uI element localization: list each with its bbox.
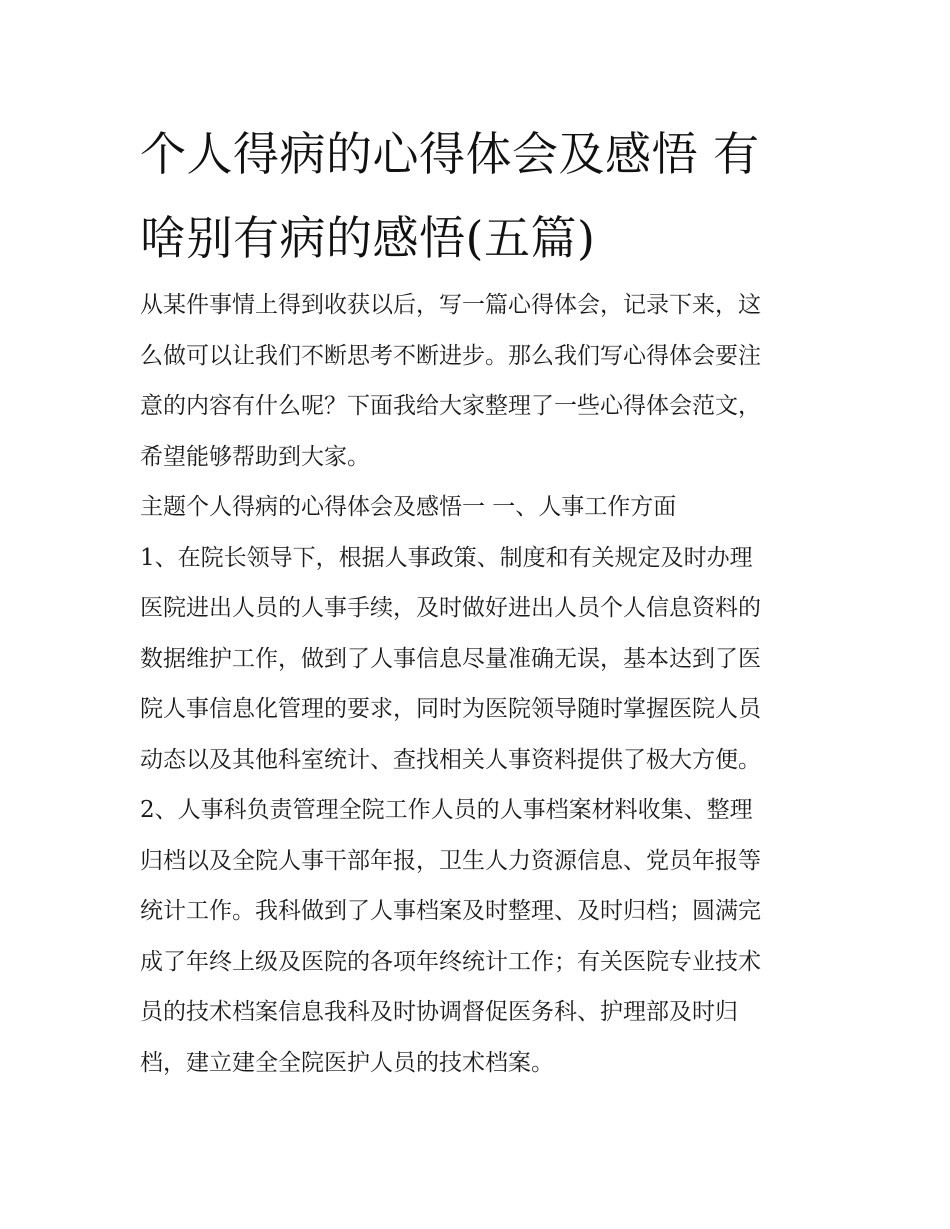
title-line: 个人得病的心得体会及感悟 有 <box>140 127 760 181</box>
item-paragraph-1 <box>140 533 816 786</box>
text-line: 成了年终上级及医院的各项年终统计工作；有关医院专业技术 <box>140 948 761 975</box>
text-line: 2、人事科负责管理全院工作人员的人事档案材料收集、整理 <box>140 797 753 823</box>
text-line: 意的内容有什么呢？下面我给大家整理了一些心得体会范文， <box>140 393 761 419</box>
document-body <box>140 280 816 1088</box>
title-line: 啥别有病的感悟(五篇) <box>140 211 596 265</box>
text-line: 从某件事情上得到收获以后，写一篇心得体会，记录下来，这 <box>140 292 761 318</box>
intro-paragraph <box>140 280 816 482</box>
text-line: 归档以及全院人事干部年报，卫生人力资源信息、党员年报等 <box>140 847 761 874</box>
item-paragraph-2 <box>140 785 816 1088</box>
text-line: 希望能够帮助到大家。 <box>140 443 370 470</box>
page-title <box>140 112 820 280</box>
text-line: 档，建立建全全院医护人员的技术档案。 <box>140 1049 554 1076</box>
text-line: 员的技术档案信息我科及时协调督促医务科、护理部及时归 <box>140 999 738 1025</box>
text-line: 动态以及其他科室统计、查找相关人事资料提供了极大方便。 <box>140 746 761 773</box>
text-line: 么做可以让我们不断思考不断进步。那么我们写心得体会要注 <box>140 342 761 369</box>
text-line: 医院进出人员的人事手续，及时做好进出人员个人信息资料的 <box>140 595 761 621</box>
text-line: 主题个人得病的心得体会及感悟一 一、人事工作方面 <box>140 494 677 520</box>
text-line: 院人事信息化管理的要求，同时为医院领导随时掌握医院人员 <box>140 696 761 722</box>
section-heading <box>140 482 816 533</box>
text-line: 统计工作。我科做到了人事档案及时整理、及时归档；圆满完 <box>140 898 761 924</box>
text-line: 数据维护工作，做到了人事信息尽量准确无误，基本达到了医 <box>140 645 761 672</box>
text-line: 1、在院长领导下，根据人事政策、制度和有关规定及时办理 <box>140 544 753 571</box>
